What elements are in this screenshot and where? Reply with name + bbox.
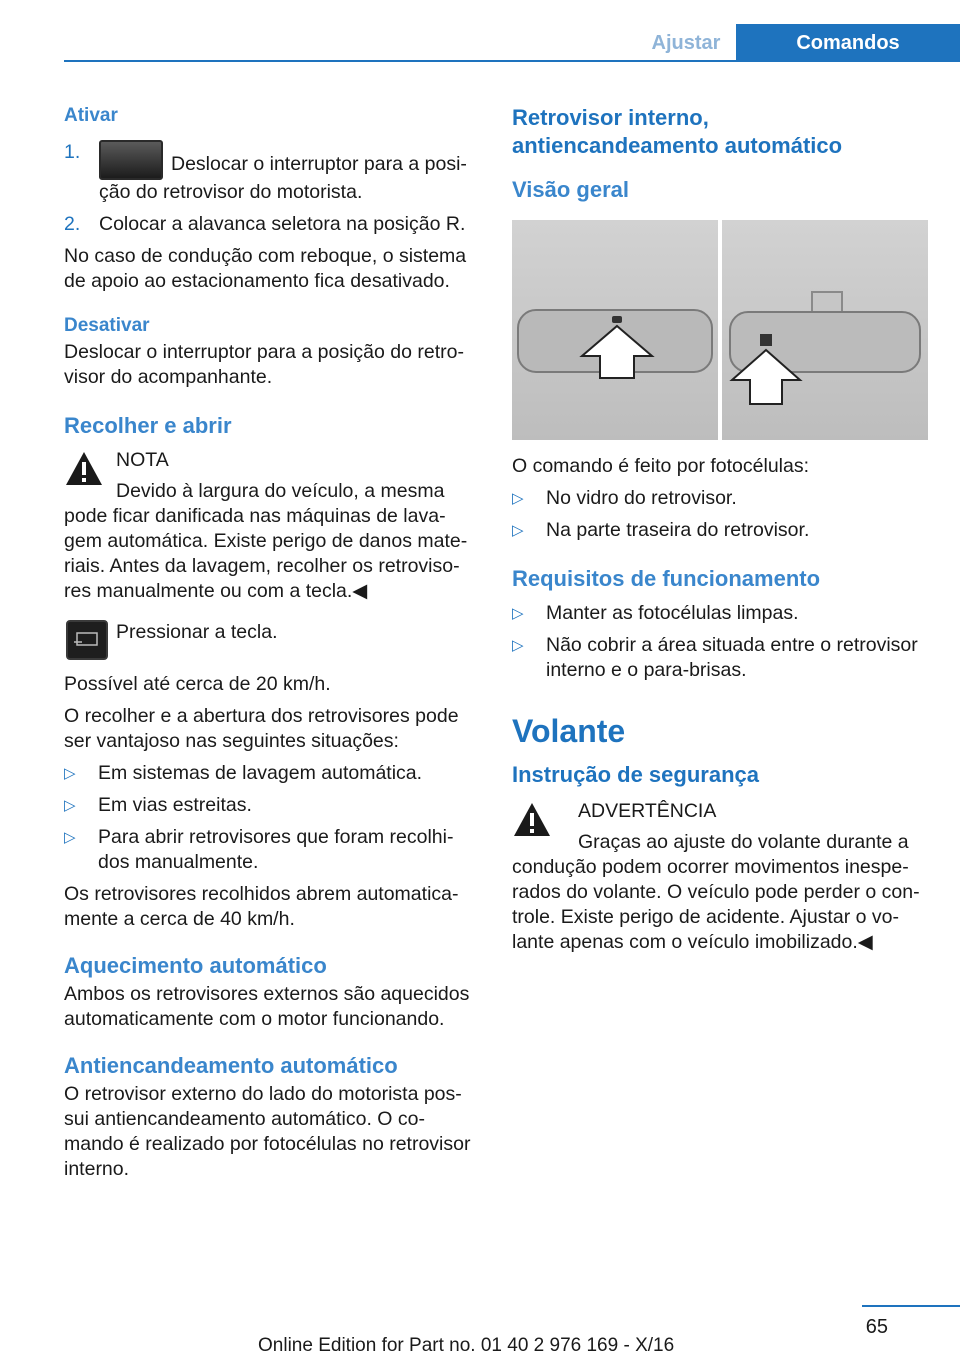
bullet-text: Para abrir retrovisores que foram recolhi- dos manualmente. bbox=[98, 826, 454, 873]
antiencandeamento-paragraph: O retrovisor externo do lado do motorista pos- sui antiencandeamento automático. O co- mando é realizado por fotocélulas no retrovisor interno. bbox=[64, 1083, 471, 1180]
recolher-paragraph: O recolher e a abertura dos retrovisores pode ser vantajoso nas seguintes situações: bbox=[64, 705, 459, 752]
bullet-text: Na parte traseira do retrovisor. bbox=[546, 519, 810, 541]
step-1 bbox=[64, 140, 482, 205]
warning-triangle-icon bbox=[64, 450, 104, 488]
list-item bbox=[512, 633, 932, 683]
footer-rule bbox=[862, 1305, 960, 1307]
retrovisor-heading-line1: Retrovisor interno, bbox=[512, 105, 709, 130]
nota-text: Devido à largura do veículo, a mesma pode ficar danificada nas máquinas de lava- gem automática. Existe perigo de danos mate- riais. Antes da lavagem, recolher os retroviso- res manualmente ou com a tecla.◀ bbox=[64, 480, 468, 602]
advertencia-text: Graças ao ajuste do volante durante a condução podem ocorrer movimentos inespe- rados do volante. O veículo pode perder o con- trole. Existe perigo de acidente. Ajustar o vo- lante apenas com o veículo imobilizado.◀ bbox=[512, 831, 920, 953]
list-item bbox=[64, 761, 482, 786]
comando-paragraph: O comando é feito por fotocélulas: bbox=[512, 455, 810, 477]
mirror-glass-photo bbox=[512, 220, 718, 440]
nota-title: NOTA bbox=[116, 449, 169, 471]
retrovisor-heading bbox=[512, 104, 932, 160]
left-column bbox=[64, 100, 482, 1182]
list-item bbox=[512, 518, 932, 543]
advertencia-title: ADVERTÊNCIA bbox=[578, 800, 717, 822]
reboque-paragraph: No caso de condução com reboque, o sistema de apoio ao estacionamento fica desativado. bbox=[64, 245, 467, 292]
step-2-text: Colocar a alavanca seletora na posição R. bbox=[99, 213, 466, 235]
mirror-photo bbox=[512, 220, 928, 440]
visao-heading: Visão geral bbox=[512, 177, 629, 202]
list-item bbox=[64, 825, 482, 875]
recolher-heading: Recolher e abrir bbox=[64, 413, 232, 438]
volante-heading: Volante bbox=[512, 713, 626, 749]
fold-mirror-button-icon bbox=[66, 620, 108, 660]
desativar-paragraph: Deslocar o interruptor para a posição do retro- visor do acompanhante. bbox=[64, 341, 464, 388]
desativar-heading: Desativar bbox=[64, 315, 150, 336]
right-column bbox=[512, 100, 932, 955]
bullet-text: Em vias estreitas. bbox=[98, 794, 252, 816]
antiencandeamento-heading: Antiencandeamento automático bbox=[64, 1053, 398, 1078]
edition-footer: Online Edition for Part no. 01 40 2 976 169 - X/16 bbox=[258, 1335, 675, 1356]
step-number: 2. bbox=[64, 213, 81, 235]
bullet-text: Manter as fotocélulas limpas. bbox=[546, 602, 799, 624]
recolhidos-paragraph: Os retrovisores recolhidos abrem automatica- mente a cerca de 40 km/h. bbox=[64, 883, 459, 930]
step-number: 1. bbox=[64, 141, 81, 163]
retrovisor-heading-line2: antiencandeamento automático bbox=[512, 133, 843, 158]
fold-arrow-icon bbox=[68, 622, 106, 658]
pressionar-row bbox=[64, 620, 482, 664]
tab-ajustar[interactable]: Ajustar bbox=[651, 32, 721, 54]
mirror-rear-illustration bbox=[722, 220, 928, 440]
mirror-front-illustration bbox=[512, 220, 718, 440]
bullet-icon: ▷ bbox=[64, 765, 76, 782]
tab-comandos[interactable]: Comandos bbox=[736, 24, 960, 62]
bullet-icon: ▷ bbox=[512, 522, 524, 539]
nota-warning bbox=[64, 448, 482, 473]
bullet-icon: ▷ bbox=[64, 829, 76, 846]
mirror-back-photo bbox=[722, 220, 928, 440]
bullet-text: Em sistemas de lavagem automática. bbox=[98, 762, 423, 784]
list-item bbox=[64, 793, 482, 818]
step-1-line1: Deslocar o interruptor para a posi- bbox=[171, 153, 467, 175]
list-item bbox=[512, 486, 932, 511]
aquecimento-heading: Aquecimento automático bbox=[64, 953, 327, 978]
bullet-icon: ▷ bbox=[512, 490, 524, 507]
bullet-text: No vidro do retrovisor. bbox=[546, 487, 737, 509]
requisitos-heading: Requisitos de funcionamento bbox=[512, 566, 821, 591]
bullet-icon: ▷ bbox=[512, 637, 524, 654]
ativar-heading: Ativar bbox=[64, 105, 118, 126]
bullet-icon: ▷ bbox=[512, 605, 524, 622]
step-2 bbox=[64, 212, 482, 237]
seguranca-heading: Instrução de segurança bbox=[512, 762, 759, 787]
mirror-switch-icon bbox=[99, 140, 163, 180]
warning-triangle-icon bbox=[512, 801, 552, 839]
step-1-line2: ção do retrovisor do motorista. bbox=[99, 181, 363, 203]
page-number: 65 bbox=[865, 1316, 888, 1338]
list-item bbox=[512, 601, 932, 626]
bullet-icon: ▷ bbox=[64, 797, 76, 814]
bullet-text: Não cobrir a área situada entre o retrovisor interno e o para-brisas. bbox=[546, 634, 918, 681]
aquecimento-paragraph: Ambos os retrovisores externos são aquecidos automaticamente com o motor funcionando. bbox=[64, 983, 470, 1030]
advertencia-warning bbox=[512, 799, 932, 824]
possivel-text: Possível até cerca de 20 km/h. bbox=[64, 673, 331, 695]
pressionar-text: Pressionar a tecla. bbox=[116, 621, 278, 643]
